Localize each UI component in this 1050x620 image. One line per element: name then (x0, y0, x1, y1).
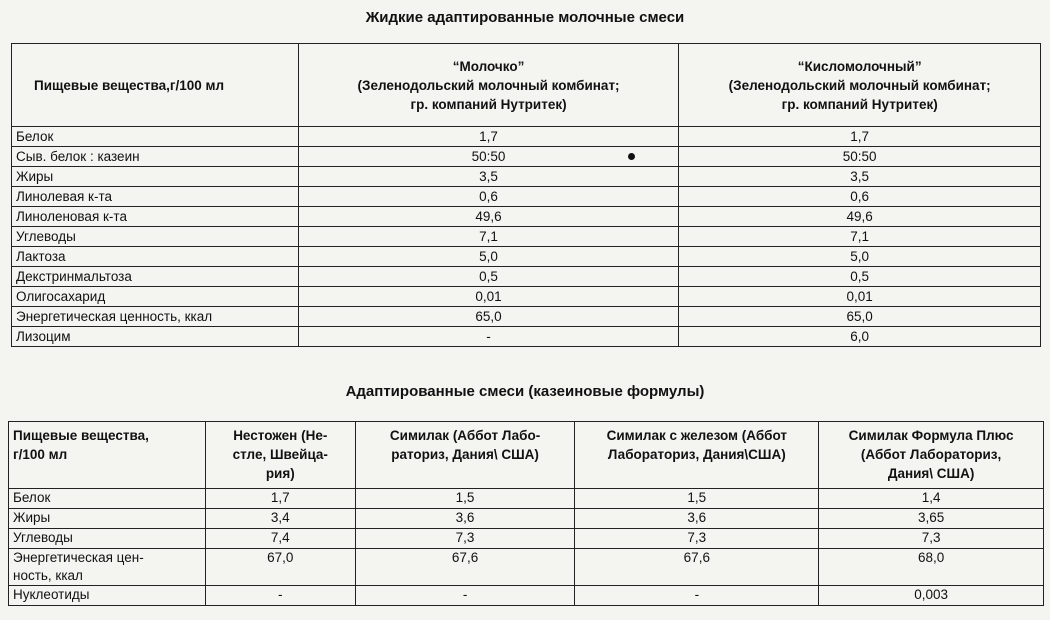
row-label: Углеводы (12, 227, 299, 247)
table-row (9, 529, 1044, 549)
header-nutrients: Пищевые вещества, г/100 мл (9, 422, 206, 489)
row-label: Олигосахарид (12, 287, 299, 307)
table-row (9, 509, 1044, 529)
row-label: Сыв. белок : казеин (12, 147, 299, 167)
row-label: Энергетическая цен- ность, ккал (9, 549, 206, 586)
row-label: Нуклеотиды (9, 586, 206, 606)
casein-formulas-table (8, 421, 1044, 606)
cell-value: 3,4 (205, 509, 355, 529)
header-nutrients: Пищевые вещества,г/100 мл (12, 44, 299, 127)
row-label: Линоленовая к-та (12, 207, 299, 227)
scan-dot (628, 153, 635, 160)
header-similac: Симилак (Аббот Лабо- раториз, Дания\ США) (355, 422, 575, 489)
cell-value: 7,1 (679, 227, 1041, 247)
cell-value: 49,6 (298, 207, 679, 227)
header-kislomolochny: “Кисломолочный” (Зеленодольский молочный комбинат; гр. компаний Нутритек) (679, 44, 1041, 127)
cell-value: 50:50 (679, 147, 1041, 167)
table-row (12, 207, 1041, 227)
cell-value: 50:50 (298, 147, 679, 167)
cell-value: 7,1 (298, 227, 679, 247)
row-label: Жиры (12, 167, 299, 187)
header-molochko: “Молочко” (Зеленодольский молочный комбинат; гр. компаний Нутритек) (298, 44, 679, 127)
cell-value: 1,7 (298, 127, 679, 147)
table-row (12, 287, 1041, 307)
cell-value: 3,6 (355, 509, 575, 529)
table-header-row (12, 44, 1041, 127)
table-row (12, 227, 1041, 247)
cell-value: - (205, 586, 355, 606)
row-label: Лизоцим (12, 327, 299, 347)
row-label: Линолевая к-та (12, 187, 299, 207)
table1-title: Жидкие адаптированные молочные смеси (365, 9, 685, 26)
cell-value: 65,0 (679, 307, 1041, 327)
row-label: Декстринмальтоза (12, 267, 299, 287)
cell-value: 0,5 (298, 267, 679, 287)
cell-value: 7,4 (205, 529, 355, 549)
cell-value: 1,5 (355, 489, 575, 509)
cell-value: 68,0 (819, 549, 1044, 586)
cell-value: 7,3 (819, 529, 1044, 549)
cell-value: 6,0 (679, 327, 1041, 347)
cell-value: 1,7 (679, 127, 1041, 147)
liquid-formulas-table (11, 43, 1041, 347)
row-label: Энергетическая ценность, ккал (12, 307, 299, 327)
table-row (12, 307, 1041, 327)
table-row (12, 187, 1041, 207)
cell-value: 3,6 (575, 509, 819, 529)
cell-value: 1,4 (819, 489, 1044, 509)
cell-value: 0,6 (679, 187, 1041, 207)
table-row (9, 586, 1044, 606)
cell-value: 3,65 (819, 509, 1044, 529)
cell-value: - (298, 327, 679, 347)
row-label: Жиры (9, 509, 206, 529)
cell-value: 1,5 (575, 489, 819, 509)
table-row (12, 167, 1041, 187)
header-nestozhen: Нестожен (Не- стле, Швейца- рия) (205, 422, 355, 489)
cell-value: 7,3 (355, 529, 575, 549)
table-row (9, 489, 1044, 509)
table-row (12, 247, 1041, 267)
cell-value: 1,7 (205, 489, 355, 509)
table-row (12, 327, 1041, 347)
row-label: Углеводы (9, 529, 206, 549)
cell-value: 3,5 (298, 167, 679, 187)
table-row (12, 127, 1041, 147)
cell-value: 5,0 (679, 247, 1041, 267)
table-row (9, 549, 1044, 586)
table-row (12, 147, 1041, 167)
cell-value: 3,5 (679, 167, 1041, 187)
header-similac-plus: Симилак Формула Плюс (Аббот Лабораториз, Дания\ США) (819, 422, 1044, 489)
cell-value: 67,6 (355, 549, 575, 586)
cell-value: 7,3 (575, 529, 819, 549)
cell-value: - (355, 586, 575, 606)
cell-value: 65,0 (298, 307, 679, 327)
cell-value: 49,6 (679, 207, 1041, 227)
cell-value: 5,0 (298, 247, 679, 267)
cell-value: 0,01 (298, 287, 679, 307)
cell-value: 0,6 (298, 187, 679, 207)
row-label: Белок (12, 127, 299, 147)
table-header-row (9, 422, 1044, 489)
cell-value: - (575, 586, 819, 606)
header-similac-iron: Симилак с железом (Аббот Лабораториз, Дания\США) (575, 422, 819, 489)
cell-value: 0,003 (819, 586, 1044, 606)
table2-title: Адаптированные смеси (казеиновые формулы) (345, 383, 705, 400)
cell-value: 67,0 (205, 549, 355, 586)
cell-value: 0,01 (679, 287, 1041, 307)
row-label: Лактоза (12, 247, 299, 267)
table-row (12, 267, 1041, 287)
cell-value: 0,5 (679, 267, 1041, 287)
row-label: Белок (9, 489, 206, 509)
cell-value: 67,6 (575, 549, 819, 586)
